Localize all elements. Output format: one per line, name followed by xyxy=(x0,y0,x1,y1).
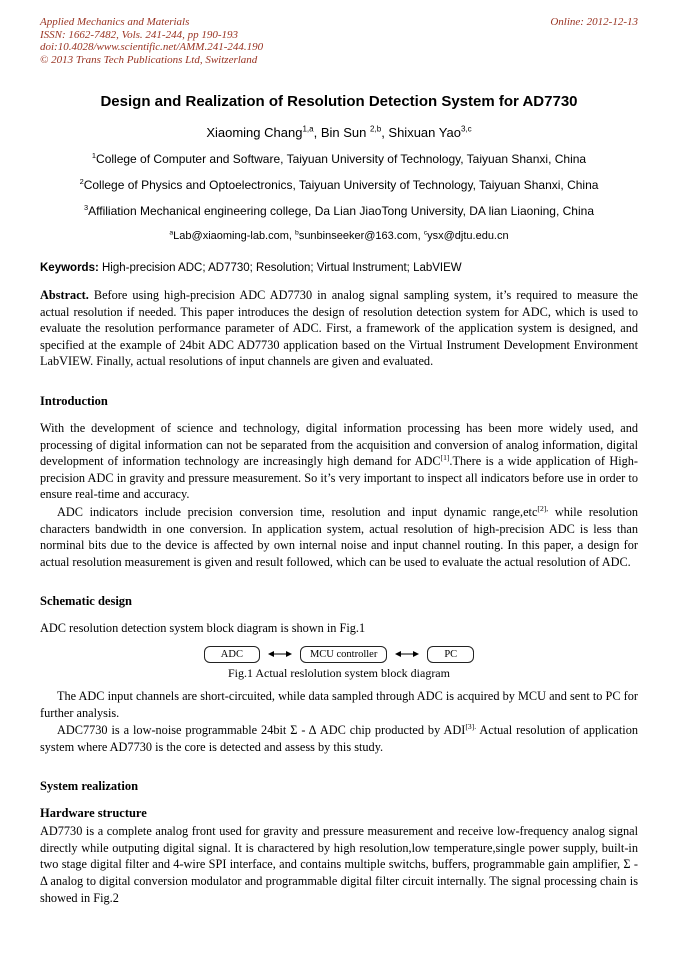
schematic-paragraph-2: The ADC input channels are short-circuited, while data sampled through ADC is acquired by MCU and sent to PC for further analysis. xyxy=(40,688,638,720)
figure-box-pc: PC xyxy=(427,646,474,663)
journal-header-left xyxy=(40,16,263,66)
issn-line: ISSN: 1662-7482, Vols. 241-244, pp 190-193 xyxy=(40,28,238,41)
copyright-line: © 2013 Trans Tech Publications Ltd, Switzerland xyxy=(40,53,258,66)
section-heading-schematic-design: Schematic design xyxy=(40,594,133,609)
authors-line: Xiaoming Chang$^{1,a}$, Bin Sun $^{2,b}$, Shixuan Yao$^{3,c}$ xyxy=(206,124,472,140)
section-heading-introduction: Introduction xyxy=(40,393,108,408)
keywords-text: High-precision ADC; AD7730; Resolution; Virtual Instrument; LabVIEW xyxy=(98,262,462,274)
double-arrow-icon xyxy=(394,649,420,659)
section-heading-system-realization: System realization xyxy=(40,779,139,794)
abstract-paragraph xyxy=(40,287,638,370)
paper-title: Design and Realization of Resolution Detection System for AD7730 xyxy=(100,93,578,110)
schematic-paragraph-1: ADC resolution detection system block diagram is shown in Fig.1 xyxy=(40,621,366,636)
figure-1-caption: Fig.1 Actual reslolution system block diagram xyxy=(228,665,450,680)
figure-1-block-diagram xyxy=(40,646,638,663)
affiliation-1: $^1$College of Computer and Software, Taiyuan University of Technology, Taiyuan Shanxi, China xyxy=(91,151,587,166)
abstract-text: Before using high-precision ADC AD7730 in analog signal sampling system, it’s required to measure the actual resolution if needed. This paper introduces the design of resolution detection system for ADC, which is used to evaluate the resolution performance parameter of ADC. First, a framework of the application system is designed, and specified at the example of 24bit ADC AD7730 application based on the Virtual Instrument Development Environment LabVIEW. Finally, actual resolutions of input channels are given and evaluated. xyxy=(40,288,638,369)
affiliation-3: $^3$Affiliation Mechanical engineering college, Da Lian JiaoTong University, DA lian Liaoning, China xyxy=(84,203,594,218)
abstract-label: Abstract. xyxy=(40,288,89,302)
intro-paragraph-2: ADC indicators include precision conversion time, resolution and input dynamic range,etc$^{[2],}$ while resolution characters bandwidth in one conversion. In application system, actual resolution of high-precision ADC is less than norminal bits due to the device is affected by own internal noise and input channel routing. In this paper, a design for actual resolution measurement is given and result followed, which can be used to evaluate the actual resolution of ADC. xyxy=(40,503,638,569)
figure-box-mcu-controller: MCU controller xyxy=(300,646,387,663)
keywords-line xyxy=(40,262,638,274)
affiliation-2: $^2$College of Physics and Optoelectronics, Taiyuan University of Technology, Taiyuan Shanxi, China xyxy=(79,177,599,192)
journal-title: Applied Mechanics and Materials xyxy=(40,16,190,28)
figure-box-adc: ADC xyxy=(204,646,260,663)
hardware-paragraph-1: AD7730 is a complete analog front used for gravity and pressure measurement and receive low-frequency analog signal directly while outputing digital signal. It is charactered by high resolution,low temperature,single power supply, built-in two stage digital filter and 4-wire SPI interface, and contains multiple switchs, buffers, programmable gain amplifier, Σ - Δ analog to digital conversion modulator and programmable digital filter circuit internally. The signal processing chain is showed in Fig.2 xyxy=(40,824,638,905)
online-date: Online: 2012-12-13 xyxy=(550,16,638,28)
intro-paragraph-1: With the development of science and technology, digital information processing has been more widely used, and processing of digital information can not be separated from the acquisition and conversion of analog information, digital development of information technology are increasingly high demand for ADC[1].There is a wide application of High-precision ADC in gravity and pressure measurement. So it’s very important to inspect all indicators before use in order to ensure real-time and accuracy. xyxy=(40,420,639,502)
double-arrow-icon xyxy=(267,649,293,659)
doi-line: doi:10.4028/www.scientific.net/AMM.241-244.190 xyxy=(40,41,264,53)
journal-header xyxy=(40,16,638,66)
subsection-heading-hardware-structure: Hardware structure xyxy=(40,806,147,821)
author-emails-line: $^a$Lab@xiaoming-lab.com, $^b$sunbinseeker@163.com, $^c$ysx@djtu.edu.cn xyxy=(169,229,509,242)
schematic-paragraph-3: ADC7730 is a low-noise programmable 24bit Σ - Δ ADC chip producted by $ADI^{[3].}$ Actual resolution of application system where AD7730 is the core is detected and assess by this study. xyxy=(40,722,638,754)
keywords-label: Keywords: xyxy=(40,262,99,274)
